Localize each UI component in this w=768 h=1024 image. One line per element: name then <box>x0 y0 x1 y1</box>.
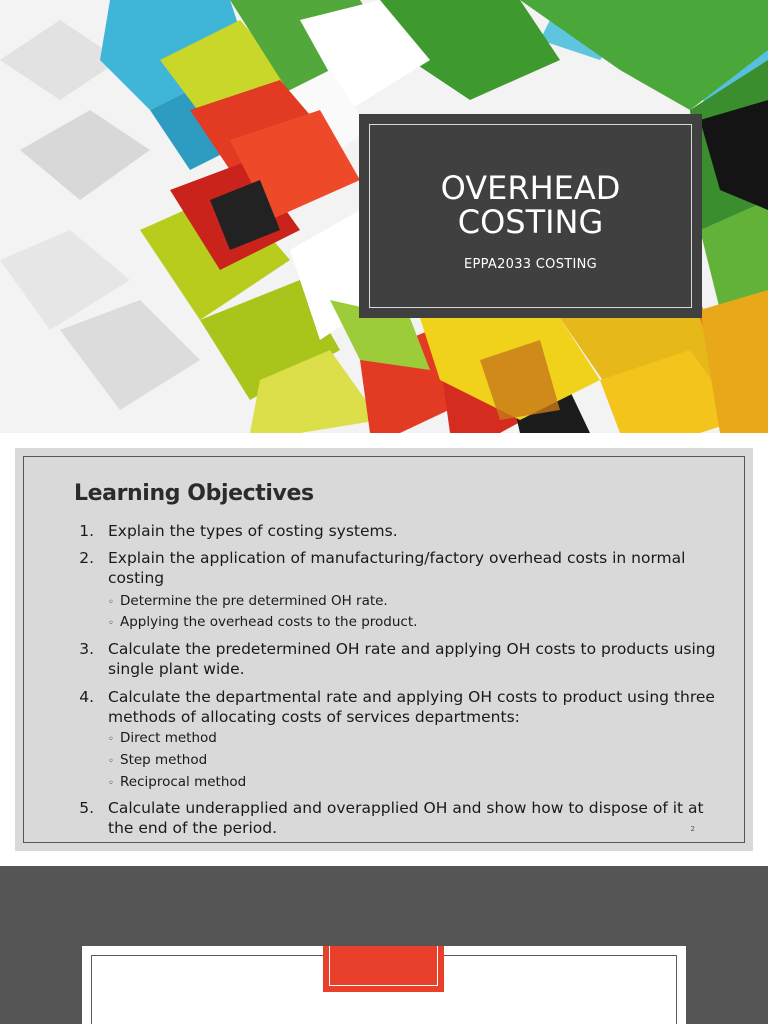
title-slide <box>0 0 768 433</box>
bullet-icon: ◦ <box>108 756 114 767</box>
sub-point-text: Step method <box>120 752 208 768</box>
objective-text: Explain the types of costing systems. <box>108 522 398 540</box>
sub-point <box>108 751 207 771</box>
objective-number: 3. <box>79 640 94 658</box>
objective-text: Calculate the predetermined OH rate and applying OH costs to products using single plant wide. <box>108 640 716 678</box>
title-box-border <box>369 124 692 308</box>
sub-point <box>108 773 246 793</box>
sub-point-text: Direct method <box>120 730 217 746</box>
objective-text: Explain the application of manufacturing/factory overhead costs in normal costing <box>108 549 686 587</box>
sub-point-text: Applying the overhead costs to the product. <box>120 614 418 630</box>
learning-objectives-slide <box>15 448 753 851</box>
objective-number: 2. <box>79 549 94 567</box>
sub-point-text: Determine the pre determined OH rate. <box>120 593 388 609</box>
bullet-icon: ◦ <box>108 778 114 789</box>
objective-number: 4. <box>79 688 94 706</box>
sub-point-text: Reciprocal method <box>120 774 247 790</box>
objective-number: 5. <box>79 799 94 817</box>
presentation-title: OVERHEAD COSTING <box>440 169 621 241</box>
bullet-icon: ◦ <box>108 734 114 745</box>
sub-point <box>108 729 217 749</box>
bullet-icon: ◦ <box>108 618 114 629</box>
title-box <box>359 114 702 318</box>
objective-text: Calculate the departmental rate and applying OH costs to product using three methods of allocating costs of services departments: <box>108 688 715 726</box>
bullet-icon: ◦ <box>108 597 114 608</box>
slide-border <box>23 456 745 843</box>
objective-number: 1. <box>79 522 94 540</box>
next-slide-preview <box>0 866 768 1024</box>
page-number: 2 <box>690 825 695 833</box>
sub-point <box>108 613 417 633</box>
objective-text: Calculate underapplied and overapplied OH and show how to dispose of it at the end of the period. <box>108 799 704 837</box>
sub-point <box>108 592 388 612</box>
presentation-subtitle: EPPA2033 COSTING <box>463 257 598 272</box>
slide-heading: Learning Objectives <box>74 481 314 506</box>
accent-tab <box>323 946 444 992</box>
accent-tab-border <box>329 946 438 986</box>
